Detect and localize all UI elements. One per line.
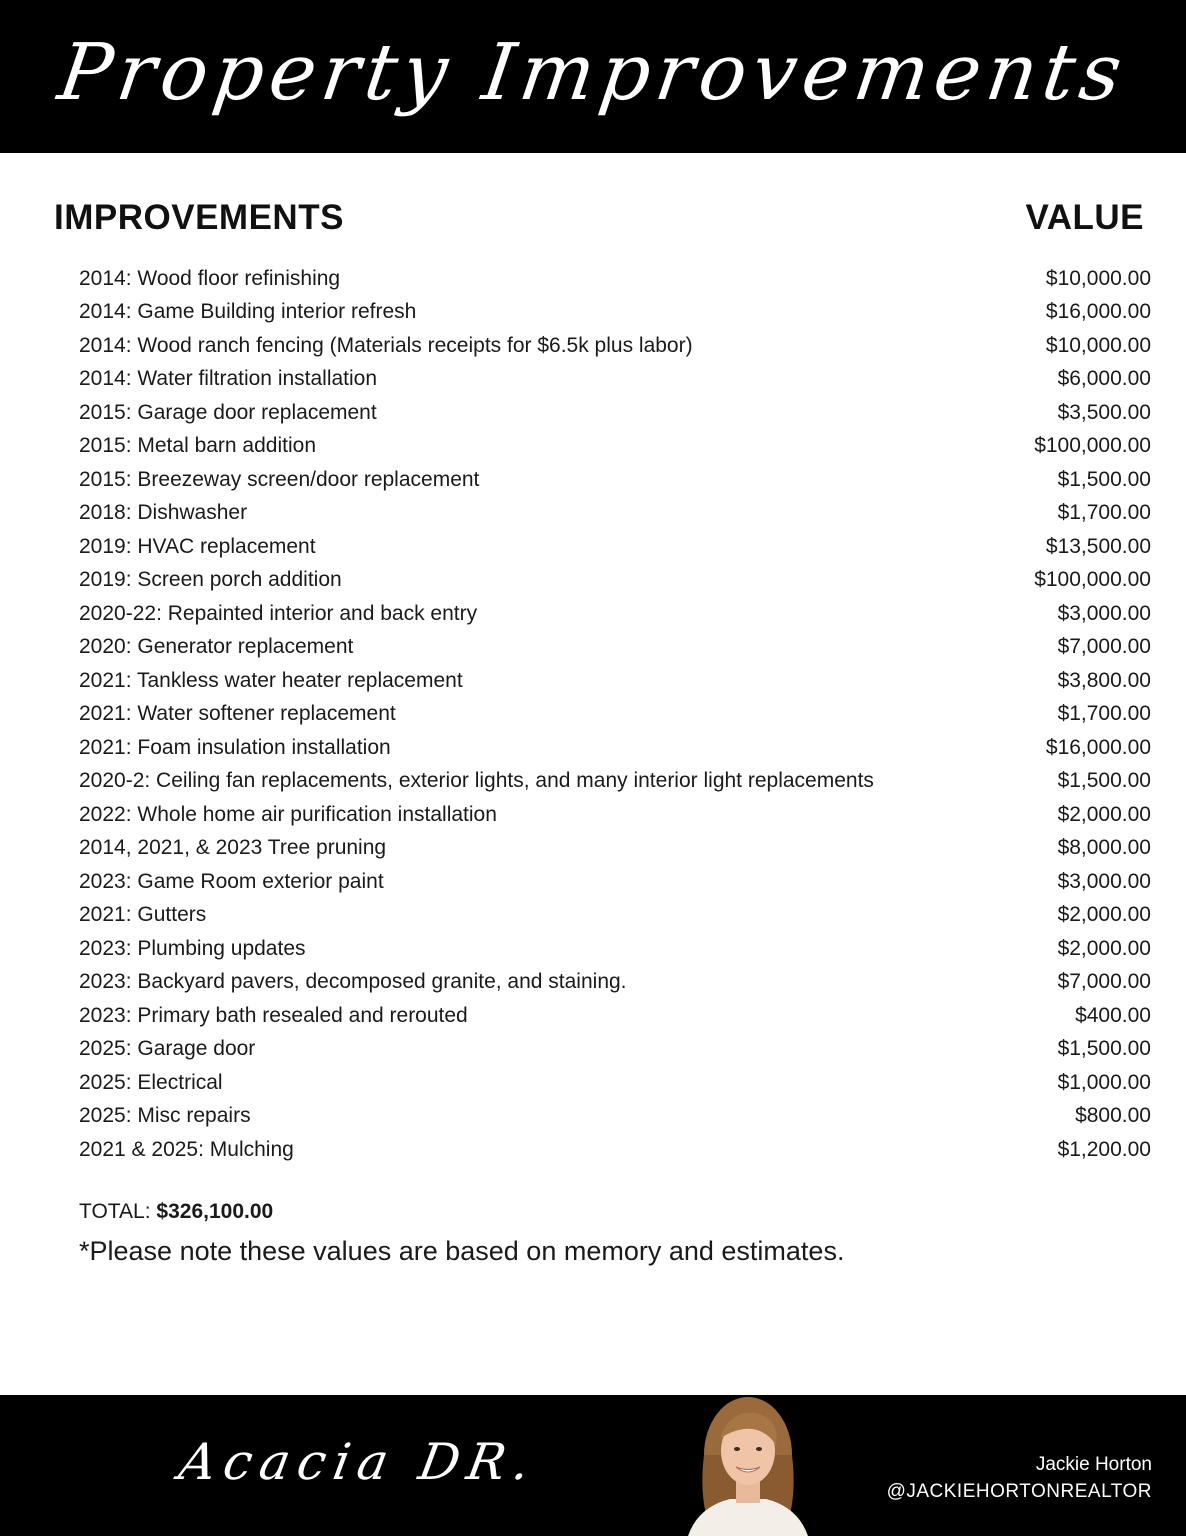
improvement-description: 2014: Wood ranch fencing (Materials receipts for $6.5k plus labor) [79,333,693,357]
improvement-description: 2014: Game Building interior refresh [79,300,417,324]
improvement-description: 2014: Water filtration installation [79,367,378,391]
improvement-description: 2018: Dishwasher [79,501,248,525]
improvement-description: 2014: Wood floor refinishing [79,266,341,290]
improvement-value: $1,000.00 [1057,1070,1151,1094]
improvement-description: 2023: Game Room exterior paint [79,869,384,893]
improvement-row [79,1133,1151,1167]
improvement-value: $13,500.00 [1045,534,1151,558]
improvement-row [79,363,1151,397]
improvement-value: $10,000.00 [1045,266,1151,290]
improvement-row [79,798,1151,832]
agent-handle: @JACKIEHORTONREALTOR [886,1481,1152,1502]
improvement-row [79,530,1151,564]
total-line [79,1200,273,1224]
improvement-row [79,597,1151,631]
improvement-value: $2,000.00 [1057,802,1151,826]
improvement-value: $400.00 [1075,1003,1151,1027]
improvement-row [79,430,1151,464]
improvement-description: 2020-22: Repainted interior and back entry [79,601,478,625]
improvement-value: $3,500.00 [1057,400,1151,424]
improvement-row [79,932,1151,966]
improvement-value: $100,000.00 [1034,568,1151,592]
improvement-description: 2025: Misc repairs [79,1104,251,1128]
agent-info [887,1451,1152,1505]
improvement-row [79,329,1151,363]
improvement-row [79,463,1151,497]
improvement-row [79,1100,1151,1134]
value-column-header: VALUE [1025,198,1144,237]
improvement-value: $6,000.00 [1057,367,1151,391]
improvement-description: 2023: Plumbing updates [79,936,306,960]
improvement-row [79,865,1151,899]
improvement-row [79,1066,1151,1100]
improvement-value: $1,500.00 [1057,769,1151,793]
improvement-value: $8,000.00 [1057,836,1151,860]
improvement-value: $7,000.00 [1057,635,1151,659]
improvement-description: 2015: Metal barn addition [79,434,316,458]
improvement-description: 2015: Breezeway screen/door replacement [79,467,480,491]
improvement-row [79,262,1151,296]
improvement-row [79,664,1151,698]
improvement-description: 2019: HVAC replacement [79,534,316,558]
improvement-value: $800.00 [1075,1104,1151,1128]
improvement-description: 2021 & 2025: Mulching [79,1137,294,1161]
improvement-description: 2022: Whole home air purification installation [79,802,497,826]
improvement-row [79,296,1151,330]
improvement-description: 2021: Water softener replacement [79,702,396,726]
improvement-row [79,999,1151,1033]
improvements-column-header: IMPROVEMENTS [54,198,344,237]
improvement-value: $1,500.00 [1057,1037,1151,1061]
header-band [0,0,1186,153]
improvement-description: 2019: Screen porch addition [79,568,342,592]
improvement-value: $16,000.00 [1045,735,1151,759]
improvement-description: 2014, 2021, & 2023 Tree pruning [79,836,387,860]
improvement-description: 2023: Backyard pavers, decomposed granite, and staining. [79,970,627,994]
improvement-description: 2020-2: Ceiling fan replacements, exterior lights, and many interior light replacements [79,769,874,793]
improvement-value: $7,000.00 [1057,970,1151,994]
improvement-description: 2021: Tankless water heater replacement [79,668,463,692]
agent-portrait-icon [668,1395,828,1536]
improvement-row [79,731,1151,765]
improvement-value: $3,000.00 [1057,601,1151,625]
improvement-row [79,698,1151,732]
improvement-value: $100,000.00 [1034,434,1151,458]
improvement-value: $1,700.00 [1057,501,1151,525]
improvement-row [79,396,1151,430]
improvement-value: $1,200.00 [1057,1137,1151,1161]
improvement-description: 2025: Garage door [79,1037,256,1061]
improvement-value: $3,800.00 [1057,668,1151,692]
improvements-list [79,262,1151,1167]
improvement-row [79,1033,1151,1067]
improvement-value: $2,000.00 [1057,936,1151,960]
improvement-description: 2021: Gutters [79,903,207,927]
improvement-value: $10,000.00 [1045,333,1151,357]
agent-name: Jackie Horton [1035,1454,1152,1475]
improvement-row [79,631,1151,665]
improvement-row [79,832,1151,866]
estimate-note: *Please note these values are based on memory and estimates. [79,1236,845,1266]
improvement-value: $1,700.00 [1057,702,1151,726]
improvement-description: 2020: Generator replacement [79,635,354,659]
total-amount: $326,100.00 [156,1200,274,1223]
improvement-row [79,765,1151,799]
improvement-row [79,899,1151,933]
improvement-value: $3,000.00 [1057,869,1151,893]
improvement-value: $1,500.00 [1057,467,1151,491]
improvement-row [79,564,1151,598]
improvement-row [79,966,1151,1000]
improvement-value: $16,000.00 [1045,300,1151,324]
improvement-description: 2015: Garage door replacement [79,400,377,424]
improvement-description: 2025: Electrical [79,1070,223,1094]
improvement-description: 2023: Primary bath resealed and rerouted [79,1003,468,1027]
total-label: TOTAL: [79,1200,151,1223]
street-name-script: Acacia DR. [174,1433,543,1491]
footer-band [0,1395,1186,1536]
improvement-value: $2,000.00 [1057,903,1151,927]
improvement-description: 2021: Foam insulation installation [79,735,391,759]
page-title: Property Improvements [53,28,1133,118]
improvement-row [79,497,1151,531]
